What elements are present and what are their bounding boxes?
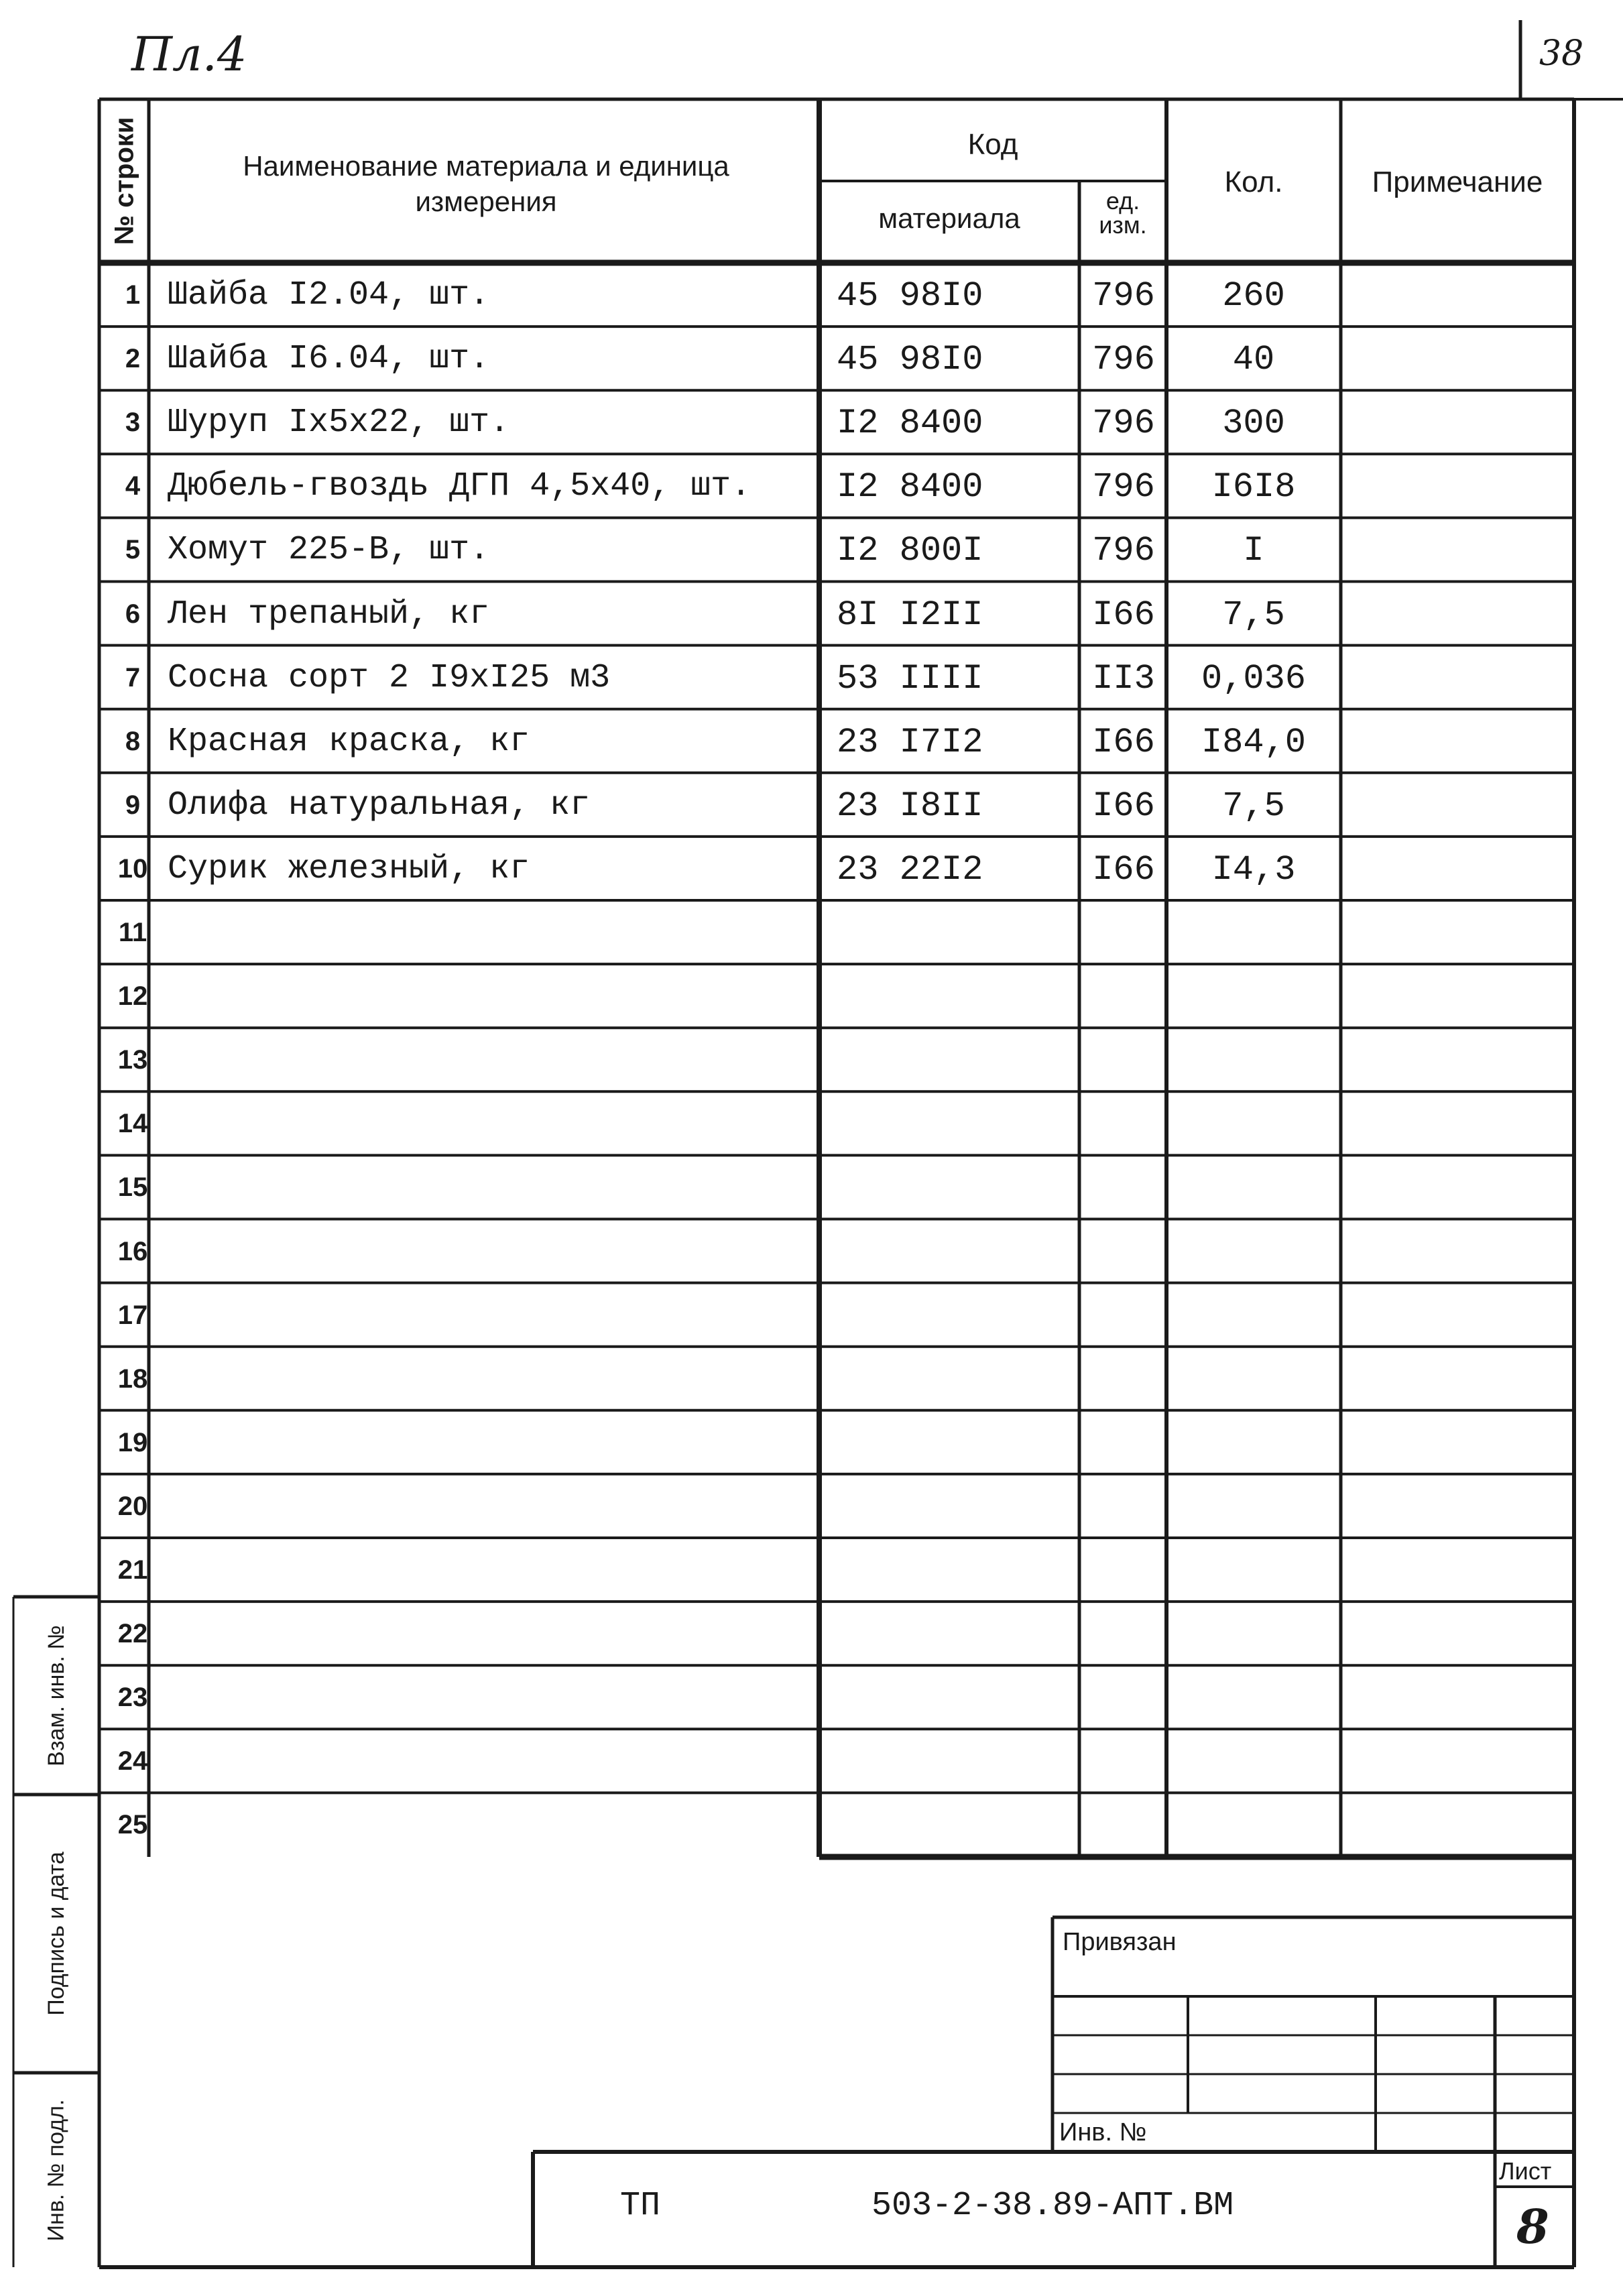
inv-label: Инв. №: [1059, 2118, 1147, 2147]
material-code: I2 8400: [837, 404, 983, 444]
material-code: 45 98I0: [837, 340, 983, 380]
row-number: 7: [125, 662, 141, 692]
unit-code: 796: [1092, 404, 1155, 444]
header-unit-code: ед. изм.: [1099, 187, 1147, 239]
material-code: 23 I7I2: [837, 722, 983, 762]
material-name: Сосна сорт 2 I9хI25 м3: [168, 658, 611, 697]
header-row-no: № строки: [109, 117, 139, 245]
material-name: Шайба I2.04, шт.: [168, 276, 490, 314]
row-number: 12: [117, 981, 148, 1012]
material-name: Хомут 225-В, шт.: [168, 531, 490, 570]
row-number: 14: [117, 1109, 148, 1139]
material-code: 8I I2II: [837, 595, 983, 635]
sheet-label: Лист: [1499, 2157, 1552, 2185]
quantity: I: [1243, 531, 1264, 571]
material-code: 45 98I0: [837, 276, 983, 316]
row-number: 19: [117, 1427, 148, 1457]
material-name: Красная краска, кг: [168, 722, 530, 761]
material-code: I2 800I: [837, 531, 983, 571]
quantity: 40: [1232, 340, 1275, 380]
row-number: 23: [117, 1683, 148, 1713]
unit-code: 796: [1092, 531, 1155, 571]
material-code: 53 IIII: [837, 658, 983, 699]
unit-code: I66: [1092, 595, 1155, 635]
unit-code: II3: [1092, 658, 1155, 699]
quantity: I84,0: [1201, 722, 1307, 762]
row-number: 10: [117, 853, 148, 884]
header-code-group: Код: [967, 128, 1018, 161]
row-number: 22: [117, 1619, 148, 1649]
header-material-code: материала: [878, 202, 1020, 234]
material-name: Шуруп Iх5х22, шт.: [168, 404, 510, 442]
row-number: 6: [125, 599, 141, 629]
unit-code: 796: [1092, 276, 1155, 316]
unit-code: I66: [1092, 849, 1155, 890]
quantity: 260: [1222, 276, 1285, 316]
material-name: Шайба I6.04, шт.: [168, 340, 490, 379]
row-number: 13: [117, 1045, 148, 1075]
row-number: 17: [117, 1300, 148, 1330]
header-name: Наименование материала и единица измерения: [243, 150, 729, 217]
quantity: 7,5: [1222, 595, 1285, 635]
material-name: Дюбель-гвоздь ДГП 4,5х40, шт.: [168, 467, 752, 506]
bound-label: Привязан: [1063, 1928, 1177, 1956]
row-number: 3: [125, 408, 141, 438]
unit-code: 796: [1092, 467, 1155, 507]
margin-orig-inv: Инв. № подл.: [43, 2099, 69, 2241]
material-code: 23 22I2: [837, 849, 983, 890]
row-number: 21: [117, 1555, 148, 1585]
quantity: I4,3: [1211, 849, 1296, 890]
material-name: Лен трепаный, кг: [168, 595, 490, 633]
quantity: 300: [1222, 404, 1285, 444]
row-number: 8: [125, 726, 141, 756]
material-code: I2 8400: [837, 467, 983, 507]
row-number: 24: [117, 1746, 148, 1776]
document-code: 503-2-38.89-АПТ.ВМ: [871, 2187, 1234, 2225]
row-number: 16: [117, 1236, 148, 1266]
sheet-number: 8: [1516, 2199, 1549, 2254]
quantity: I6I8: [1211, 467, 1296, 507]
row-number: 20: [117, 1491, 148, 1521]
header-note: Примечание: [1372, 166, 1543, 198]
row-number: 15: [117, 1172, 148, 1203]
material-name: Сурик железный, кг: [168, 849, 530, 888]
row-number: 5: [125, 535, 141, 565]
row-number: 18: [117, 1364, 148, 1394]
page-number: 38: [1539, 34, 1584, 74]
row-number: 2: [125, 344, 141, 374]
row-number: 25: [117, 1810, 148, 1840]
row-number: 11: [118, 918, 147, 947]
series-label: ТП: [620, 2187, 661, 2225]
unit-code: 796: [1092, 340, 1155, 380]
material-code: 23 I8II: [837, 786, 983, 826]
material-name: Олифа натуральная, кг: [168, 786, 591, 825]
unit-code: I66: [1092, 786, 1155, 826]
quantity: 0,036: [1201, 658, 1307, 699]
margin-sign-date: Подпись и дата: [43, 1852, 69, 2016]
quantity: 7,5: [1222, 786, 1285, 826]
row-number: 4: [125, 471, 141, 501]
header-qty: Кол.: [1224, 166, 1283, 198]
handwritten-label: Пл.4: [131, 27, 247, 82]
row-number: 1: [125, 280, 141, 310]
unit-code: I66: [1092, 722, 1155, 762]
row-number: 9: [125, 790, 141, 820]
margin-replace-inv: Взам. инв. №: [43, 1625, 69, 1766]
